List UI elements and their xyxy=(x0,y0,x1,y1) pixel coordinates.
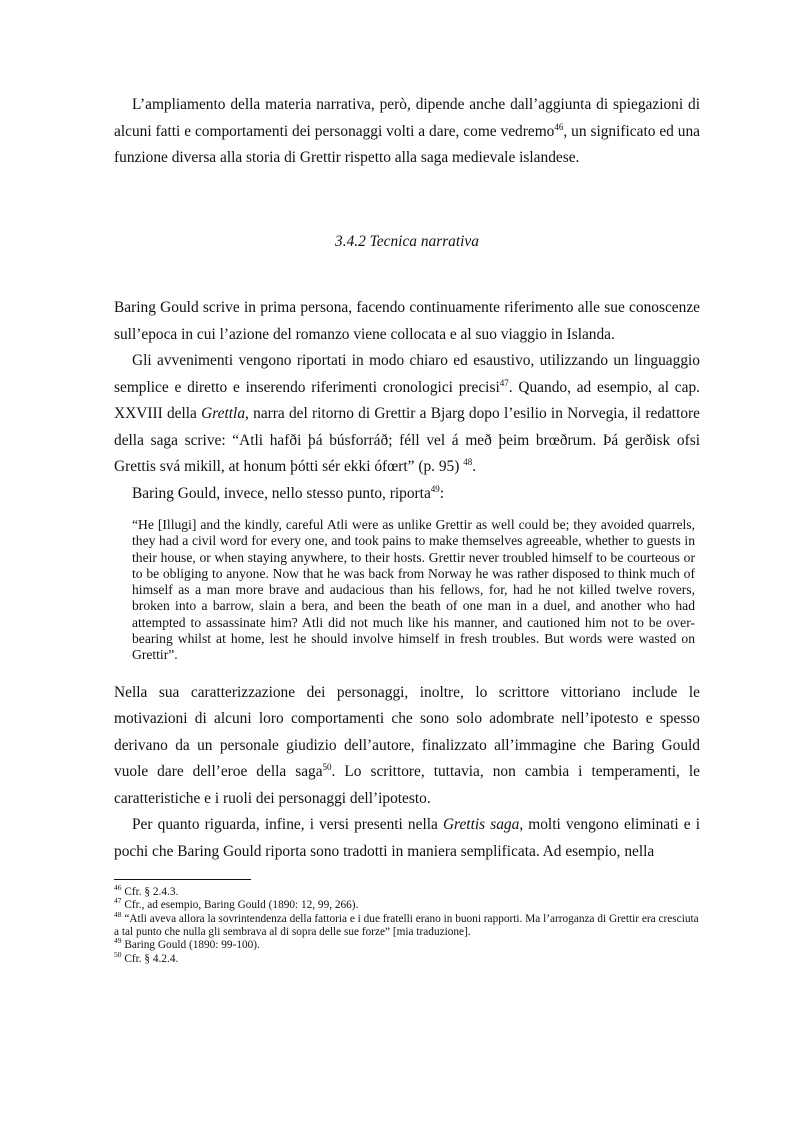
footnote-number: 50 xyxy=(114,949,122,959)
footnote-49 xyxy=(114,936,700,952)
text-run: . Lo scrittore, tuttavia, non cambia i temperamenti, le caratteristiche e i ruoli dei personaggi dell’ipotesto. xyxy=(114,763,700,807)
footnote-ref-47[interactable]: 47 xyxy=(499,377,509,388)
footnote-50 xyxy=(114,949,700,966)
footnote-ref-50[interactable]: 50 xyxy=(322,762,332,773)
footnote-48 xyxy=(114,910,700,940)
work-title: Grettis saga xyxy=(442,816,520,834)
footnote-text: Cfr., ad esempio, Baring Gould (1890: 12, 99, 266). xyxy=(124,899,359,912)
text-run: . xyxy=(472,458,477,475)
document-page xyxy=(114,92,700,966)
footnote-ref-46[interactable]: 46 xyxy=(554,121,564,132)
footnote-text: Cfr. § 4.2.4. xyxy=(124,952,179,965)
section-heading: 3.4.2 Tecnica narrativa xyxy=(335,232,479,250)
footnote-47 xyxy=(114,896,700,912)
paragraph-first-person: Baring Gould scrive in prima persona, facendo continuamente riferimento alle sue conoscenze sull’epoca in cui l’azione del romanzo viene collocata e al suo viaggio in Islanda. xyxy=(114,299,700,343)
paragraph-events xyxy=(114,348,700,481)
footnote-text: Cfr. § 2.4.3. xyxy=(124,886,179,899)
text-run: Nella sua caratterizzazione dei personaggi, inoltre, lo scrittore vittoriano include le motivazioni di alcuni loro comportamenti che sono solo adombrate nell’ipotesto e spesso derivano da un personale giudizio dell’autore, finalizzato all’immagine che Baring Gould vuole dare dell’eroe della saga xyxy=(114,683,700,781)
footnote-number: 47 xyxy=(114,896,122,906)
text-run: Per quanto riguarda, infine, i versi presenti nella xyxy=(132,816,443,834)
footnote-text: Baring Gould (1890: 99-100). xyxy=(124,939,260,952)
footnote-ref-48[interactable]: 48 xyxy=(463,456,473,467)
footnote-number: 49 xyxy=(114,936,122,946)
footnote-ref-49[interactable]: 49 xyxy=(430,483,440,494)
text-run: . Quando, ad esempio, al cap. XXVIII della xyxy=(114,378,701,422)
text-run: , molti vengono eliminati e i pochi che Baring Gould riporta sono tradotti in maniera semplificata. Ad esempio, nella xyxy=(114,816,700,860)
text-run: , narra del ritorno di Grettir a Bjarg dopo l’esilio in Norvegia, il redattore della saga scrive: “Atli hafði þá búsforráð; féll vel á með þeim brœðrum. Þá gerðisk ofsi Grettis svá mikill, at honum þótti sér ekki ófœrt” (p. 95) xyxy=(114,405,700,475)
footnote-46 xyxy=(114,883,700,899)
text-run: L’ampliamento della materia narrativa, però, dipende anche dall’aggiunta di spiegazioni di alcuni fatti e comportamenti dei personaggi volti a dare, come vedremo xyxy=(114,96,700,140)
text-run: Baring Gould, invece, nello stesso punto, riporta xyxy=(132,484,431,502)
footnote-number: 48 xyxy=(114,910,122,919)
text-run: : xyxy=(439,484,445,502)
footnotes xyxy=(114,883,700,966)
paragraph-quote-intro xyxy=(114,481,700,508)
paragraph-verses xyxy=(114,812,700,865)
text-run: Gli avvenimenti vengono riportati in modo chiaro ed esaustivo, utilizzando un linguaggio semplice e diretto e inserendo riferimenti cronologici precisi xyxy=(114,352,700,396)
block-quote: “He [Illugi] and the kindly, careful Atli were as unlike Grettir as well could be; they avoided quarrels, they had a civil word for every one, and took pains to make themselves agreeable, whether to guests in their house, or when staying anywhere, to their hosts. Grettir never troubled himself to be courteous or to be obliging to anyone. Now that he was back from Norway he was rather disposed to think much of himself as a man more brave and audacious than his fellows, for, had he not killed twelve rovers, broken into a barrow, slain a bera, and been the beath of one man in a duel, and another who had attempted to assassinate him? Atli did not much like his manner, and cautioned him not to be over-bearing whilst at home, lest he should involve himself in fresh troubles. But words were wasted on Grettir”. xyxy=(132,517,695,663)
work-title: Grettla xyxy=(201,405,246,422)
footnote-text: “Atli aveva allora la sovrintendenza della fattoria e i due fratelli erano in buoni rapporti. Ma l’arroganza di Grettir era cresciuta a tal punto che nulla gli sembrava al di sopra delle sue forze” [mia traduzione]. xyxy=(114,912,699,939)
text-run: , un significato ed una funzione diversa alla storia di Grettir rispetto alla saga medievale islandese. xyxy=(114,122,700,166)
footnote-separator xyxy=(114,879,251,880)
footnote-number: 46 xyxy=(114,883,122,893)
paragraph-intro xyxy=(114,92,700,172)
paragraph-characterization xyxy=(114,680,700,813)
